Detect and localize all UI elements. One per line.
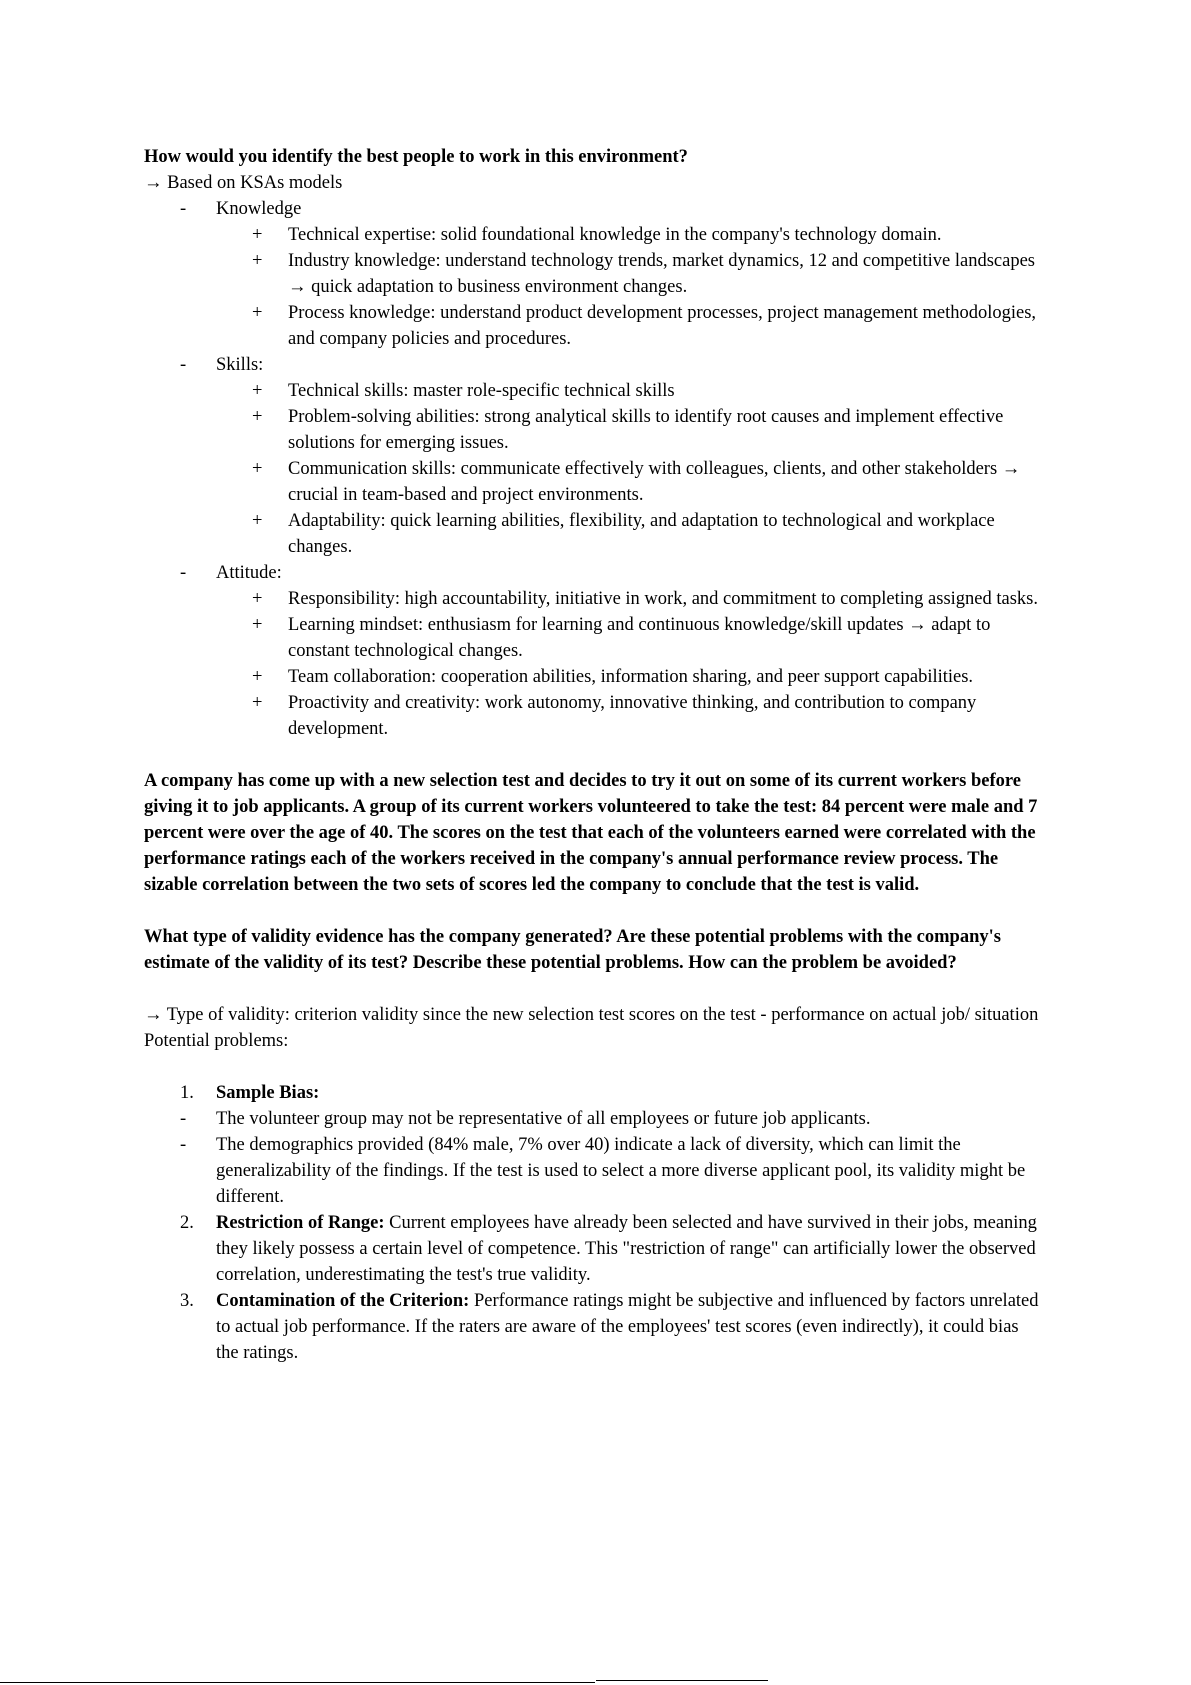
list-item: + Learning mindset: enthusiasm for learning and continuous knowledge/skill updates → adapt to constant technological changes.	[144, 612, 1044, 664]
list-item: + Team collaboration: cooperation abilities, information sharing, and peer support capabilities.	[144, 664, 1044, 690]
problem-title: Contamination of the Criterion:	[216, 1291, 470, 1311]
list-item: + Technical expertise: solid foundational knowledge in the company's technology domain.	[144, 222, 1044, 248]
plus-bullet: +	[252, 693, 263, 713]
group-attitude	[144, 560, 1044, 586]
plus-bullet: +	[252, 251, 263, 271]
plus-bullet: +	[252, 459, 263, 479]
list-number: 1.	[180, 1083, 194, 1103]
group-label: Knowledge	[216, 199, 302, 219]
plus-bullet: +	[252, 615, 263, 635]
list-item: + Responsibility: high accountability, initiative in work, and commitment to completing assigned tasks.	[144, 586, 1044, 612]
list-item: - The demographics provided (84% male, 7% over 40) indicate a lack of diversity, which can limit the generalizability of the findings. If the test is used to select a more diverse applicant pool, its validity might be different.	[144, 1132, 1044, 1210]
list-item: + Adaptability: quick learning abilities, flexibility, and adaptation to technological and workplace changes.	[144, 508, 1044, 560]
plus-bullet: +	[252, 667, 263, 687]
list-item: + Problem-solving abilities: strong analytical skills to identify root causes and implement effective solutions for emerging issues.	[144, 404, 1044, 456]
group-skills	[144, 352, 1044, 378]
dash-bullet: -	[180, 355, 187, 375]
problem-2	[144, 1210, 1044, 1288]
problem-title: Sample Bias:	[216, 1083, 320, 1103]
problems-heading: Potential problems:	[144, 1031, 289, 1051]
list-item: + Communication skills: communicate effectively with colleagues, clients, and other stakeholders → crucial in team-based and project environments.	[144, 456, 1044, 508]
page-bottom-rule	[0, 1682, 595, 1683]
group-label: Skills:	[216, 355, 264, 375]
spacer	[144, 976, 1044, 1002]
case-question: What type of validity evidence has the company generated? Are these potential problems with the company's estimate of the validity of its test? Describe these potential problems. How can the problem be avoided?	[144, 927, 1001, 973]
list-item: + Technical skills: master role-specific technical skills	[144, 378, 1044, 404]
plus-bullet: +	[252, 589, 263, 609]
dash-bullet: -	[180, 1109, 187, 1129]
plus-bullet: +	[252, 511, 263, 531]
problem-1	[144, 1080, 1044, 1106]
spacer	[144, 1054, 1044, 1080]
section1-question: How would you identify the best people to work in this environment?	[144, 147, 688, 167]
problem-text: Performance ratings might be subjective and influenced by factors unrelated to actual job performance. If the raters are aware of the employees' test scores (even indirectly), it could bias the ratings.	[216, 1291, 1039, 1363]
problem-title: Restriction of Range:	[216, 1213, 385, 1233]
list-item: + Proactivity and creativity: work autonomy, innovative thinking, and contribution to company development.	[144, 690, 1044, 742]
problem-3	[144, 1288, 1044, 1366]
section1-intro: → Based on KSAs models	[144, 173, 343, 193]
dash-bullet: -	[180, 199, 187, 219]
spacer	[144, 742, 1044, 768]
document-page	[144, 144, 1044, 1366]
list-item: + Industry knowledge: understand technology trends, market dynamics, 12 and competitive landscapes → quick adaptation to business environment changes.	[144, 248, 1044, 300]
spacer	[144, 898, 1044, 924]
list-item: - The volunteer group may not be representative of all employees or future job applicants.	[144, 1106, 1044, 1132]
dash-bullet: -	[180, 563, 187, 583]
dash-bullet: -	[180, 1135, 187, 1155]
plus-bullet: +	[252, 407, 263, 427]
plus-bullet: +	[252, 225, 263, 245]
list-number: 3.	[180, 1291, 194, 1311]
list-number: 2.	[180, 1213, 194, 1233]
page-bottom-rule	[596, 1680, 768, 1681]
group-knowledge	[144, 196, 1044, 222]
list-item: + Process knowledge: understand product development processes, project management methodologies, and company policies and procedures.	[144, 300, 1044, 352]
plus-bullet: +	[252, 303, 263, 323]
case-paragraph: A company has come up with a new selection test and decides to try it out on some of its current workers before giving it to job applicants. A group of its current workers volunteered to take the test: 84 percent were male and 7 percent were over the age of 40. The scores on the test that each of the volunteers earned were correlated with the performance ratings each of the workers received in the company's annual performance review process. The sizable correlation between the two sets of scores led the company to conclude that the test is valid.	[144, 771, 1038, 895]
validity-answer: → Type of validity: criterion validity since the new selection test scores on the test - performance on actual job/ situation	[144, 1005, 1039, 1025]
problem-text: Current employees have already been selected and have survived in their jobs, meaning they likely possess a certain level of competence. This "restriction of range" can artificially lower the observed correlation, underestimating the test's true validity.	[216, 1213, 1037, 1285]
group-label: Attitude:	[216, 563, 282, 583]
plus-bullet: +	[252, 381, 263, 401]
